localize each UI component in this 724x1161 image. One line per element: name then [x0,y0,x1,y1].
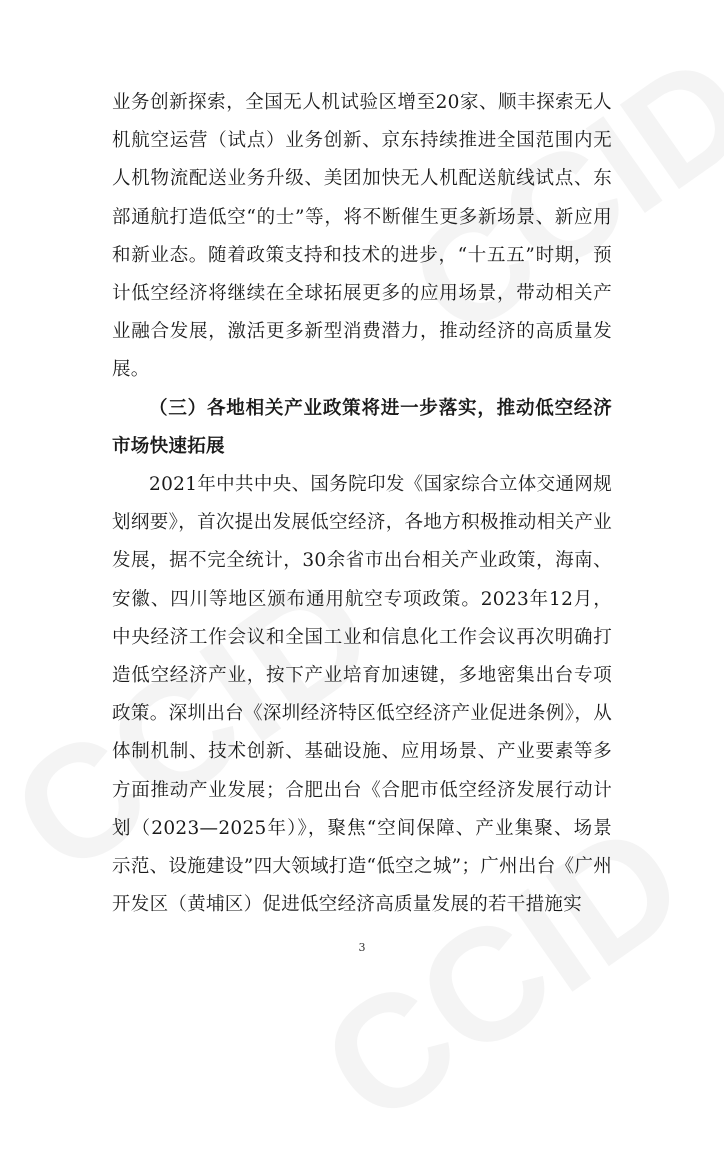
paragraph-continued: 业务创新探索，全国无人机试验区增至20家、顺丰探索无人机航空运营（试点）业务创新、京东持续推进全国范围内无人机物流配送业务升级、美团加快无人机配送航线试点、东部通航打造低空“的士”等，将不断催生更多新场景、新应用和新业态。随着政策支持和技术的进步，“十五五”时期，预计低空经济将继续在全球拓展更多的应用场景，带动相关产业融合发展，激活更多新型消费潜力，推动经济的高质量发展。 [112,92,612,381]
section-heading: （三）各地相关产业政策将进一步落实，推动低空经济市场快速拓展 [112,397,612,457]
paragraph-policy: 2021年中共中央、国务院印发《国家综合立体交通网规划纲要》，首次提出发展低空经济，各地方积极推动相关产业发展，据不完全统计，30余省市出台相关产业政策，海南、安徽、四川等地区颁布通用航空专项政策。2023年12月，中央经济工作会议和全国工业和信息化工作会议再次明确打造低空经济产业，按下产业培育加速键，多地密集出台专项政策。深圳出台《深圳经济特区低空经济产业促进条例》，从体制机制、技术创新、基础设施、应用场景、产业要素等多方面推动产业发展；合肥出台《合肥市低空经济发展行动计划（2023—2025年）》，聚焦“空间保障、产业集聚、场景示范、设施建设”四大领域打造“低空之城”；广州出台《广州开发区（黄埔区）促进低空经济高质量发展的若干措施实 [112,474,612,916]
page-number: 3 [358,941,366,954]
document-body [112,84,612,924]
